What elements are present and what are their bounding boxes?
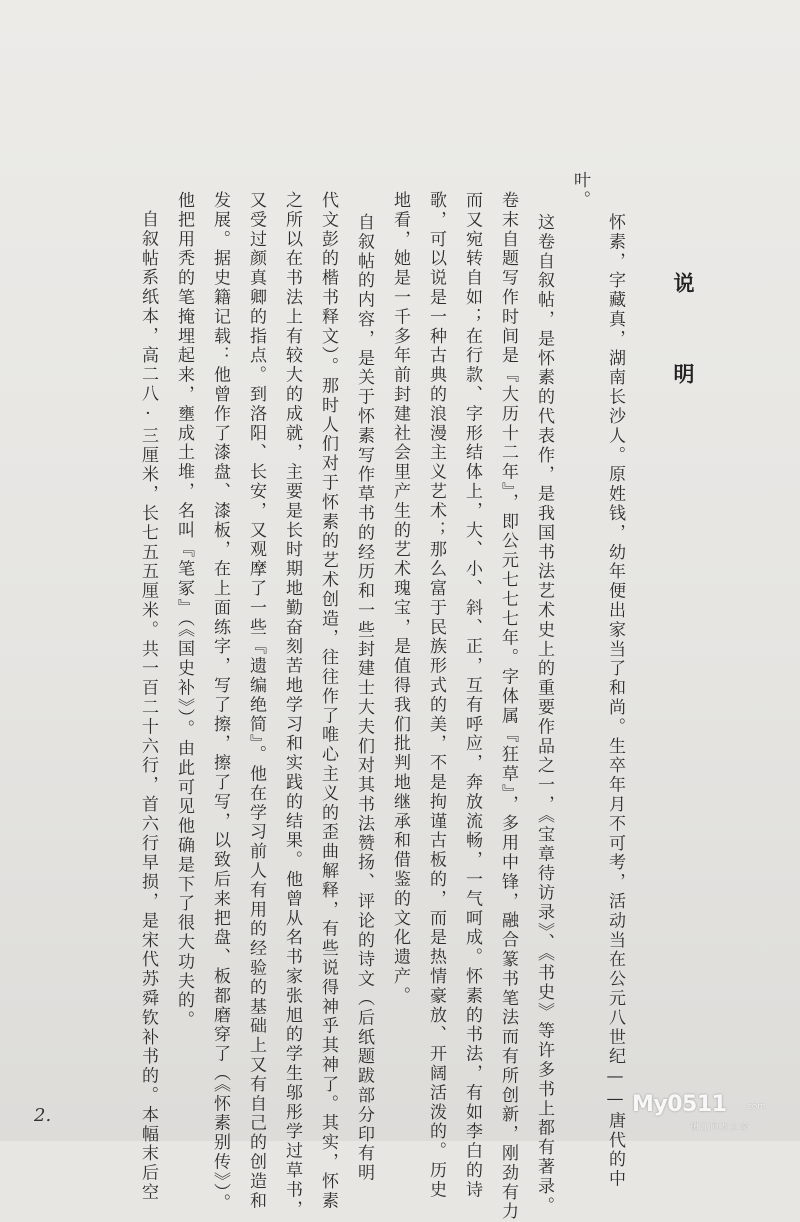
text-column-6: 歌，可以说是一种古典的浪漫主义艺术；那么富于民族形式的美，不是拘谨古板的，而是热情豪放、开阔活泼的。历史 bbox=[426, 191, 446, 1200]
text-column-8: 自叙帖的内容，是关于怀素写作草书的经历和一些封建士大夫们对其书法赞扬、评论的诗文（后纸题跋部分印有明 bbox=[354, 213, 374, 1183]
watermark-domain: .com bbox=[744, 1102, 767, 1112]
page-number: 2. bbox=[34, 1105, 52, 1126]
text-column-4: 卷末自题写作时间是『大历十二年』，即公元七七七年。字体属『狂草』，多用中锋，融合篆书笔法而有所创新，刚劲有力 bbox=[498, 191, 518, 1222]
text-column-14: 自叙帖系纸本，高二八·三厘米，长七五五厘米。共一百二十六行，首六行早损，是宋代苏舜钦补书的。本幅末后空 bbox=[138, 210, 158, 1203]
text-column-10: 之所以在书法上有较大的成就，主要是长时期地勤奋刻苦地学习和实践的结果。他曾从名书家张旭的学生邬彤学过草书， bbox=[282, 191, 302, 1220]
text-column-12: 发展。据史籍记载：他曾作了漆盘、漆板，在上面练字，写了擦，擦了写，以致后来把盘、板都磨穿了（《怀素别传》）。 bbox=[210, 191, 230, 1214]
page-title: 说明 bbox=[671, 272, 696, 454]
watermark-subtitle: 镇江网友之家 bbox=[690, 1123, 751, 1133]
text-column-7: 地看，她是一千多年前封建社会里产生的艺术瑰宝，是值得我们批判地继承和借鉴的文化遗产。 bbox=[390, 191, 410, 1006]
site-watermark bbox=[632, 1092, 792, 1136]
text-column-3: 这卷自叙帖，是怀素的代表作，是我国书法艺术史上的重要作品之一，《宝章待访录》、《书史》等许多书上都有著录。 bbox=[534, 213, 554, 1216]
text-column-11: 又受过颜真卿的指点。到洛阳、长安，又观摩了一些『遗编绝简』。他在学习前人有用的经验的基础上又有自己的创造和 bbox=[246, 191, 266, 1211]
watermark-brand: My0511 bbox=[632, 1092, 727, 1117]
text-column-5: 而又宛转自如；在行款、字形结体上，大、小、斜、正，互有呼应，奔放流畅，一气呵成。怀素的书法，有如李白的诗 bbox=[462, 191, 482, 1200]
text-column-2: 叶。 bbox=[570, 171, 590, 210]
text-column-1: 怀素，字藏真，湖南长沙人。原姓钱，幼年便出家当了和尚。生卒年月不可考，活动当在公元八世纪——唐代的中 bbox=[605, 213, 625, 1189]
text-column-13: 他把用秃的笔掩埋起来，壅成土堆，名叫『笔冢』（《国史补》）。由此可见他确是下了很大功夫的。 bbox=[174, 191, 194, 1030]
text-column-9: 代文彭的楷书释文）。那时人们对于怀素的艺术创造，往往作了唯心主义的歪曲解释，有些说得神乎其神了。其实，怀素 bbox=[318, 191, 338, 1211]
